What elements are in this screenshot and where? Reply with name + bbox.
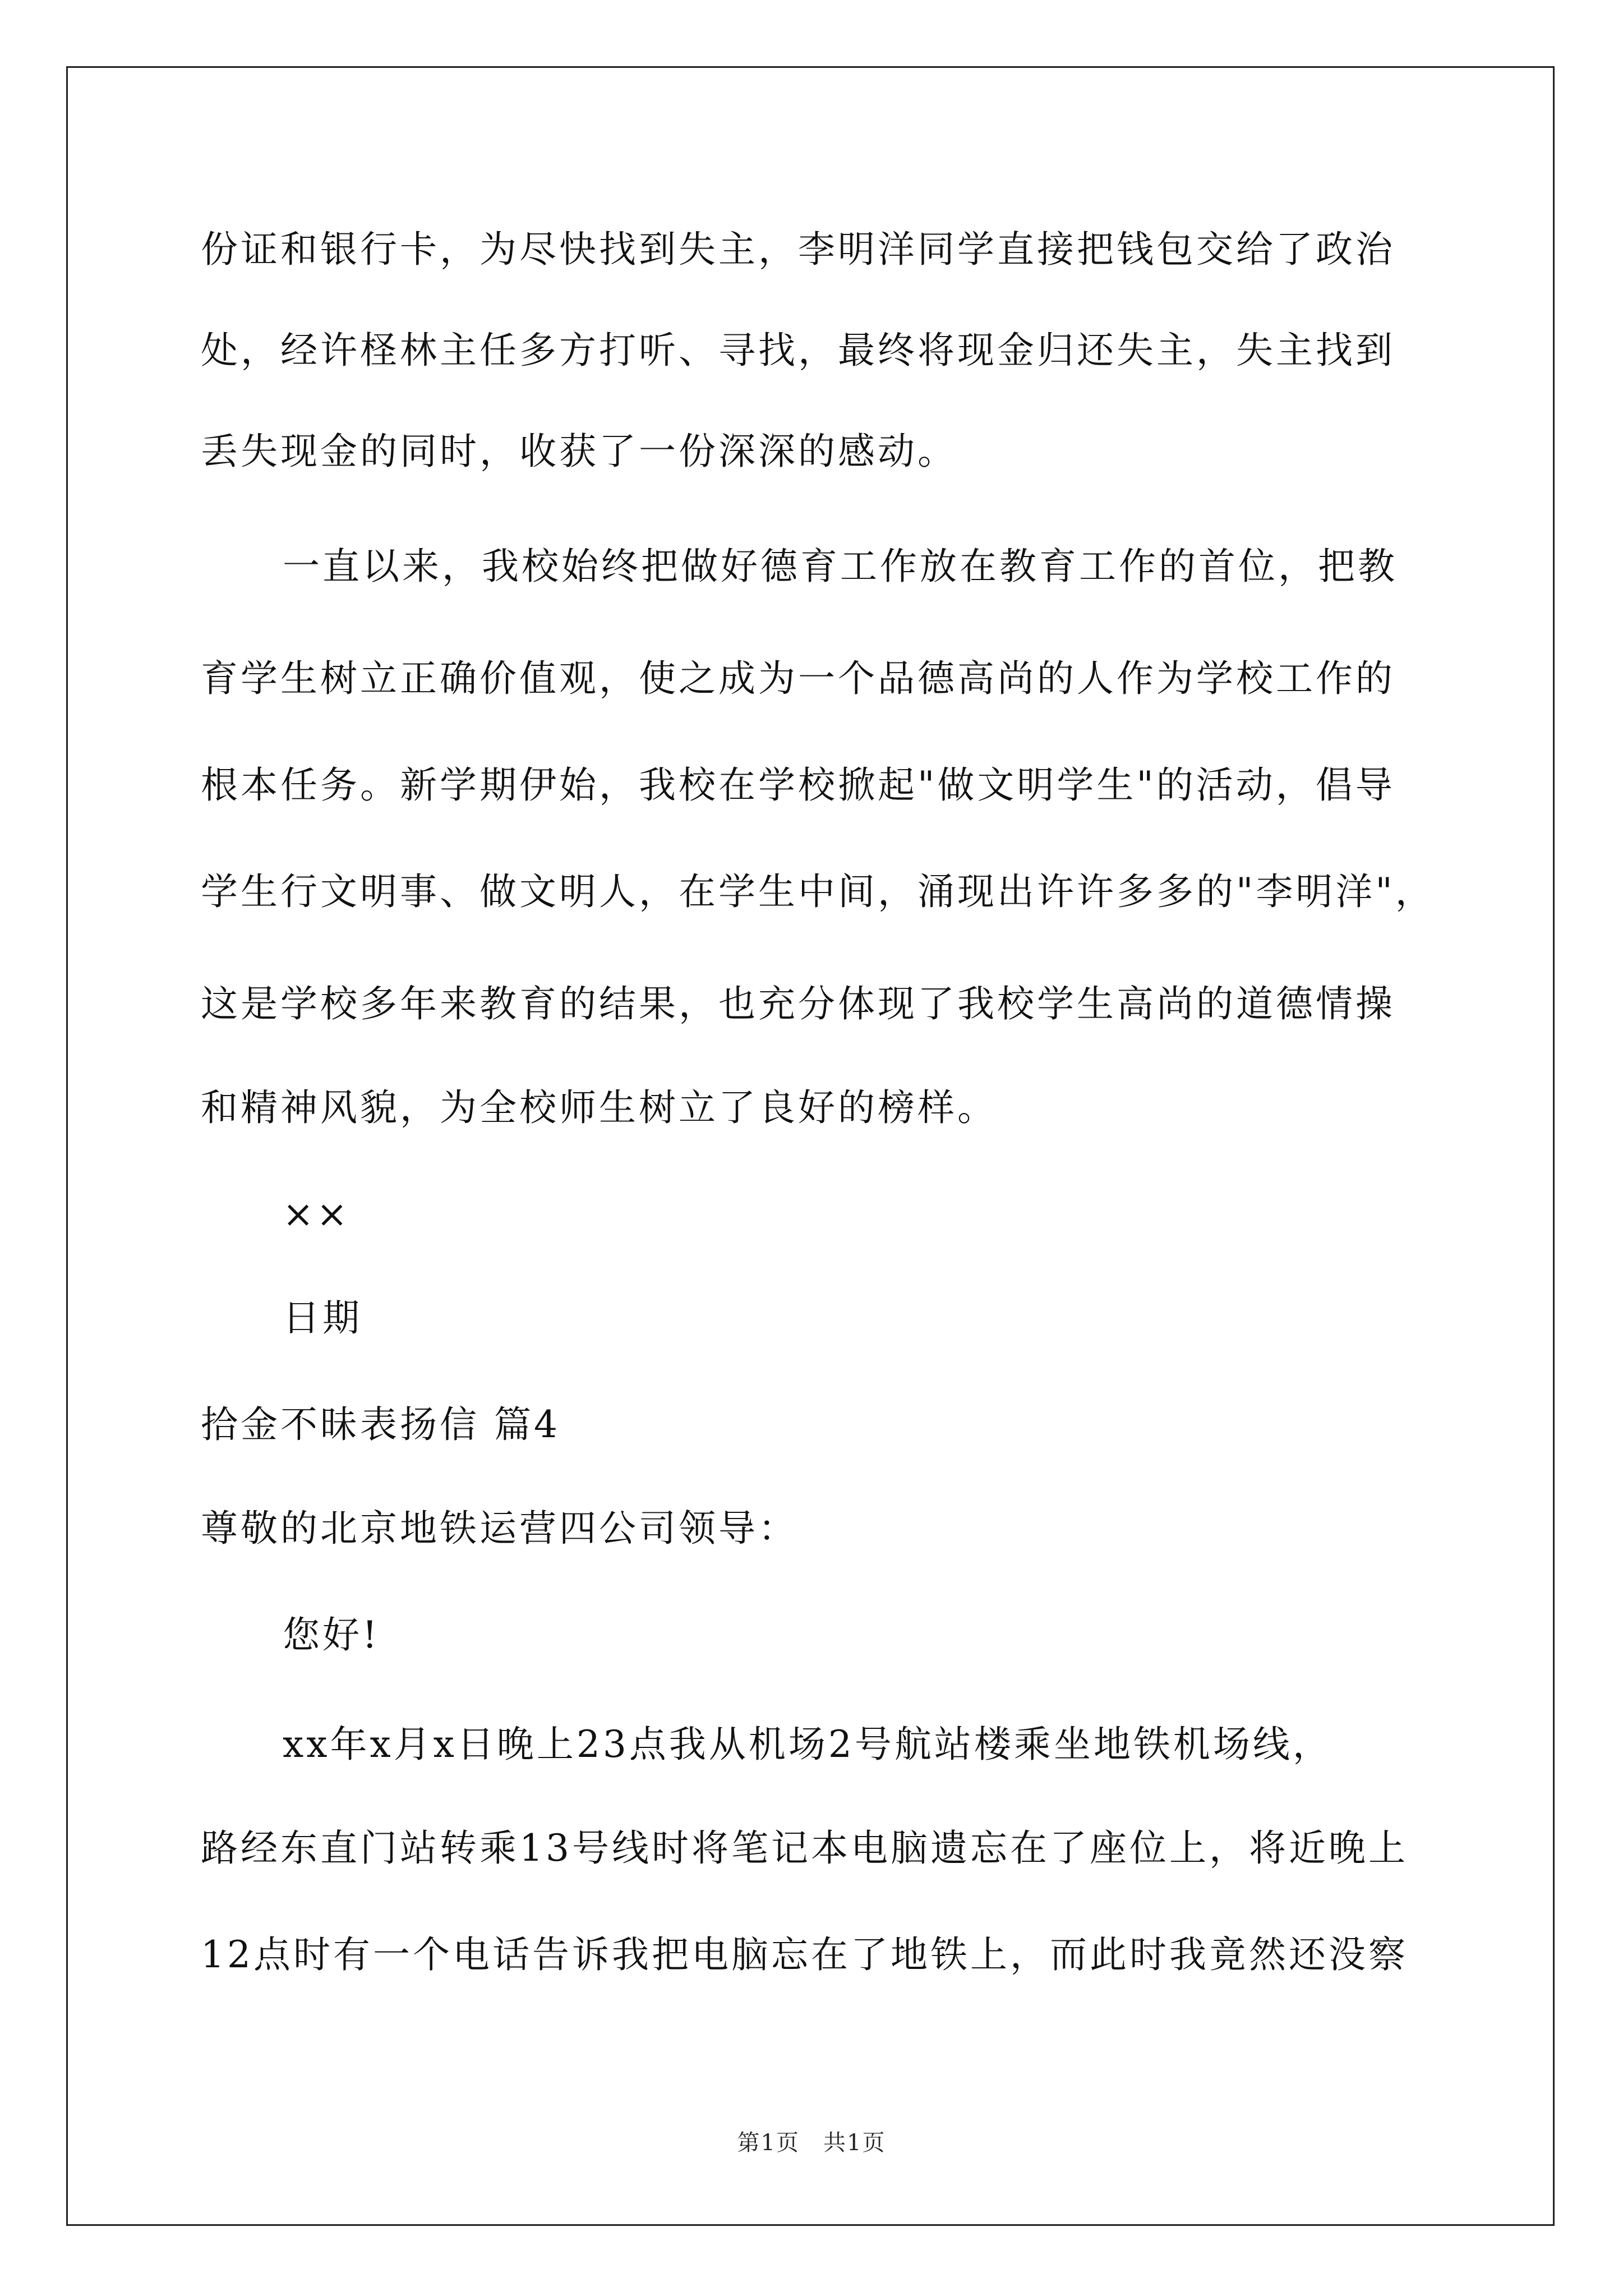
- salutation: 尊敬的北京地铁运营四公司领导：: [201, 1507, 798, 1550]
- paragraph-line: 学生行文明事、做文明人，在学生中间，涌现出许许多多的"李明洋"，: [201, 870, 1435, 913]
- paragraph-line: 育学生树立正确价值观，使之成为一个品德高尚的人作为学校工作的: [201, 657, 1395, 700]
- paragraph-line: 和精神风貌，为全校师生树立了良好的榜样。: [201, 1086, 997, 1129]
- date-line: 日期: [283, 1296, 362, 1340]
- paragraph-line: 处，经许柽林主任多方打听、寻找，最终将现金归还失主，失主找到: [201, 329, 1395, 372]
- paragraph-line: 一直以来，我校始终把做好德育工作放在教育工作的首位，把教: [283, 545, 1398, 588]
- paragraph-line: xx年x月x日晚上23点我从机场2号航站楼乘坐地铁机场线，: [283, 1723, 1332, 1766]
- paragraph-line: 份证和银行卡，为尽快找到失主，李明洋同学直接把钱包交给了政治: [201, 228, 1395, 271]
- paragraph-line: 这是学校多年来教育的结果，也充分体现了我校学生高尚的道德情操: [201, 982, 1395, 1025]
- paragraph-line: 丢失现金的同时，收获了一份深深的感动。: [201, 430, 957, 473]
- paragraph-line: 12点时有一个电话告诉我把电脑忘在了地铁上，而此时我竟然还没察: [201, 1933, 1408, 1976]
- section-heading: 拾金不昧表扬信 篇4: [201, 1403, 560, 1446]
- paragraph-line: 路经东直门站转乘13号线时将笔记本电脑遗忘在了座位上，将近晚上: [201, 1826, 1408, 1870]
- paragraph-line: 根本任务。新学期伊始，我校在学校掀起"做文明学生"的活动，倡导: [201, 763, 1395, 807]
- page-border: [66, 66, 1555, 2226]
- greeting: 您好!: [283, 1613, 380, 1657]
- page-footer: 第1页 共1页: [737, 2130, 886, 2156]
- signature-line: ××: [283, 1193, 351, 1236]
